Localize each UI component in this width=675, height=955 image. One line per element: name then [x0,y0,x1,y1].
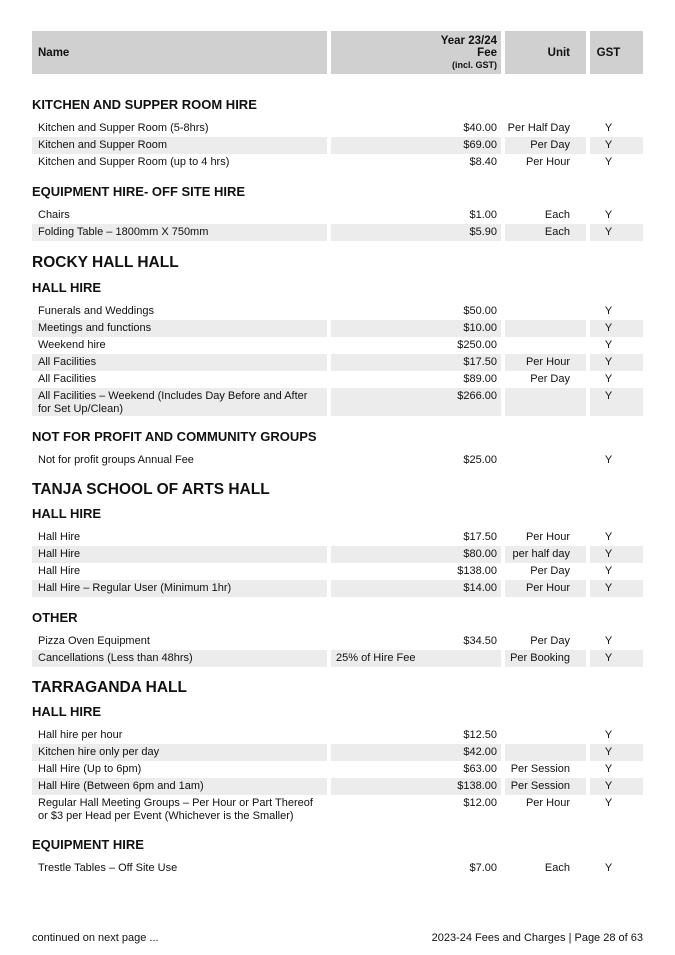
row-name: Hall Hire (Between 6pm and 1am) [32,778,327,795]
row-fee: $250.00 [457,339,497,351]
table-row [32,744,643,761]
row-unit: Per Session [510,763,570,775]
table-row [32,120,643,137]
table-row [32,388,643,416]
row-unit: Per Hour [525,531,570,543]
row-gst: Y [604,729,613,741]
table-row [32,778,643,795]
continued-note: continued on next page ... [32,932,159,944]
venue-heading: TARRAGANDA HALL [32,679,187,696]
row-gst: Y [604,454,613,466]
row-fee: $266.00 [331,388,501,416]
section-heading: NOT FOR PROFIT AND COMMUNITY GROUPS [32,429,317,444]
row-unit [505,303,586,320]
row-fee: $17.50 [463,531,497,543]
row-fee: $80.00 [331,546,501,563]
row-name: All Facilities [38,373,97,385]
venue-heading: ROCKY HALL HALL [32,254,179,271]
table-row [32,452,643,469]
table-row [32,795,643,823]
header-name: Name [32,31,327,74]
section-heading: KITCHEN AND SUPPER ROOM HIRE [32,97,257,112]
row-fee: $138.00 [331,778,501,795]
table-row [32,320,643,337]
row-unit: Per Day [505,137,586,154]
header-gst: GST [590,31,643,74]
row-unit: Per Session [505,778,586,795]
table-row [32,546,643,563]
table-row [32,580,643,597]
table-row [32,633,643,650]
page-footer [32,932,643,944]
row-unit [505,452,586,469]
row-fee: $50.00 [463,305,497,317]
row-name: Hall Hire [38,531,81,543]
row-gst: Y [604,339,613,351]
row-name: Not for profit groups Annual Fee [38,454,194,466]
row-fee: 25% of Hire Fee [331,650,501,667]
row-name: All Facilities – Weekend (Includes Day Before and After for Set Up/Clean) [32,388,327,416]
fees-table [32,31,643,877]
row-unit: Each [544,209,570,221]
row-gst: Y [604,763,613,775]
row-name: Kitchen and Supper Room [32,137,327,154]
row-fee: $12.50 [463,729,497,741]
row-fee: $1.00 [469,209,497,221]
row-gst: Y [590,354,643,371]
table-row [32,650,643,667]
row-unit: Per Hour [525,797,570,809]
row-gst: Y [604,305,613,317]
table-row [32,154,643,171]
row-fee: $89.00 [463,373,497,385]
row-gst: Y [590,137,643,154]
row-fee: $63.00 [463,763,497,775]
row-fee: $17.50 [331,354,501,371]
page-number: 2023-24 Fees and Charges | Page 28 of 63 [431,932,643,944]
row-name: Cancellations (Less than 48hrs) [32,650,327,667]
row-name: Hall Hire [38,565,81,577]
table-row [32,303,643,320]
table-row [32,727,643,744]
section-heading: HALL HIRE [32,280,102,295]
section-heading: HALL HIRE [32,704,102,719]
row-gst: Y [604,531,613,543]
row-unit: Per Day [530,635,570,647]
row-unit [505,388,586,416]
header-unit: Unit [505,31,586,74]
table-row [32,529,643,546]
section-heading: EQUIPMENT HIRE- OFF SITE HIRE [32,184,246,199]
row-name: Kitchen and Supper Room (5-8hrs) [38,122,209,134]
row-name: Folding Table – 1800mm X 750mm [32,224,327,241]
row-name: Kitchen and Supper Room (up to 4 hrs) [38,156,230,168]
row-gst: Y [590,580,643,597]
row-unit [505,727,586,744]
row-fee: $40.00 [463,122,497,134]
table-row [32,354,643,371]
row-unit: Per Hour [505,580,586,597]
row-gst: Y [604,156,613,168]
row-name: Trestle Tables – Off Site Use [38,862,178,874]
row-name: Hall hire per hour [38,729,123,741]
row-unit [505,320,586,337]
row-gst: Y [590,546,643,563]
row-unit: Each [505,224,586,241]
row-unit: Per Day [530,373,570,385]
row-fee: $69.00 [331,137,501,154]
row-name: Meetings and functions [32,320,327,337]
row-gst: Y [604,862,613,874]
row-fee: $138.00 [457,565,497,577]
row-name: Kitchen hire only per day [32,744,327,761]
section-heading: EQUIPMENT HIRE [32,837,144,852]
row-unit: Per Half Day [507,122,570,134]
section-heading: OTHER [32,610,78,625]
row-name: Pizza Oven Equipment [38,635,150,647]
row-fee: $34.50 [463,635,497,647]
row-unit: Each [544,862,570,874]
row-unit: per half day [505,546,586,563]
row-gst: Y [590,224,643,241]
header-fee: Year 23/24 Fee (incl. GST) [331,31,501,74]
venue-heading: TANJA SCHOOL OF ARTS HALL [32,481,270,498]
row-gst: Y [590,744,643,761]
row-gst: Y [590,778,643,795]
row-gst: Y [590,388,643,416]
row-unit: Per Day [530,565,570,577]
table-header [32,31,643,74]
row-name: Weekend hire [38,339,106,351]
row-unit: Per Booking [505,650,586,667]
table-row [32,761,643,778]
row-fee: $42.00 [331,744,501,761]
row-unit [505,337,586,354]
row-unit [505,744,586,761]
row-gst: Y [604,797,613,809]
row-unit: Per Hour [525,156,570,168]
row-fee: $5.90 [331,224,501,241]
row-unit: Per Hour [505,354,586,371]
row-fee: $14.00 [331,580,501,597]
row-gst: Y [590,650,643,667]
row-gst: Y [604,565,613,577]
row-fee: $25.00 [463,454,497,466]
row-gst: Y [604,373,613,385]
row-fee: $10.00 [331,320,501,337]
table-row [32,137,643,154]
row-fee: $8.40 [469,156,497,168]
table-row [32,371,643,388]
row-name: Hall Hire – Regular User (Minimum 1hr) [32,580,327,597]
row-name: Regular Hall Meeting Groups – Per Hour or Part Thereof or $3 per Head per Event (Whichever is the Smaller) [38,797,313,822]
row-gst: Y [604,209,613,221]
table-row [32,224,643,241]
row-name: Hall Hire [32,546,327,563]
table-row [32,207,643,224]
table-row [32,337,643,354]
table-row [32,563,643,580]
row-name: Hall Hire (Up to 6pm) [38,763,142,775]
row-gst: Y [590,320,643,337]
row-fee: $12.00 [463,797,497,809]
row-name: Funerals and Weddings [38,305,154,317]
row-fee: $7.00 [469,862,497,874]
section-heading: HALL HIRE [32,506,102,521]
row-gst: Y [604,122,613,134]
row-name: Chairs [38,209,70,221]
row-name: All Facilities [32,354,327,371]
sections [32,96,643,877]
row-gst: Y [604,635,613,647]
table-row [32,860,643,877]
